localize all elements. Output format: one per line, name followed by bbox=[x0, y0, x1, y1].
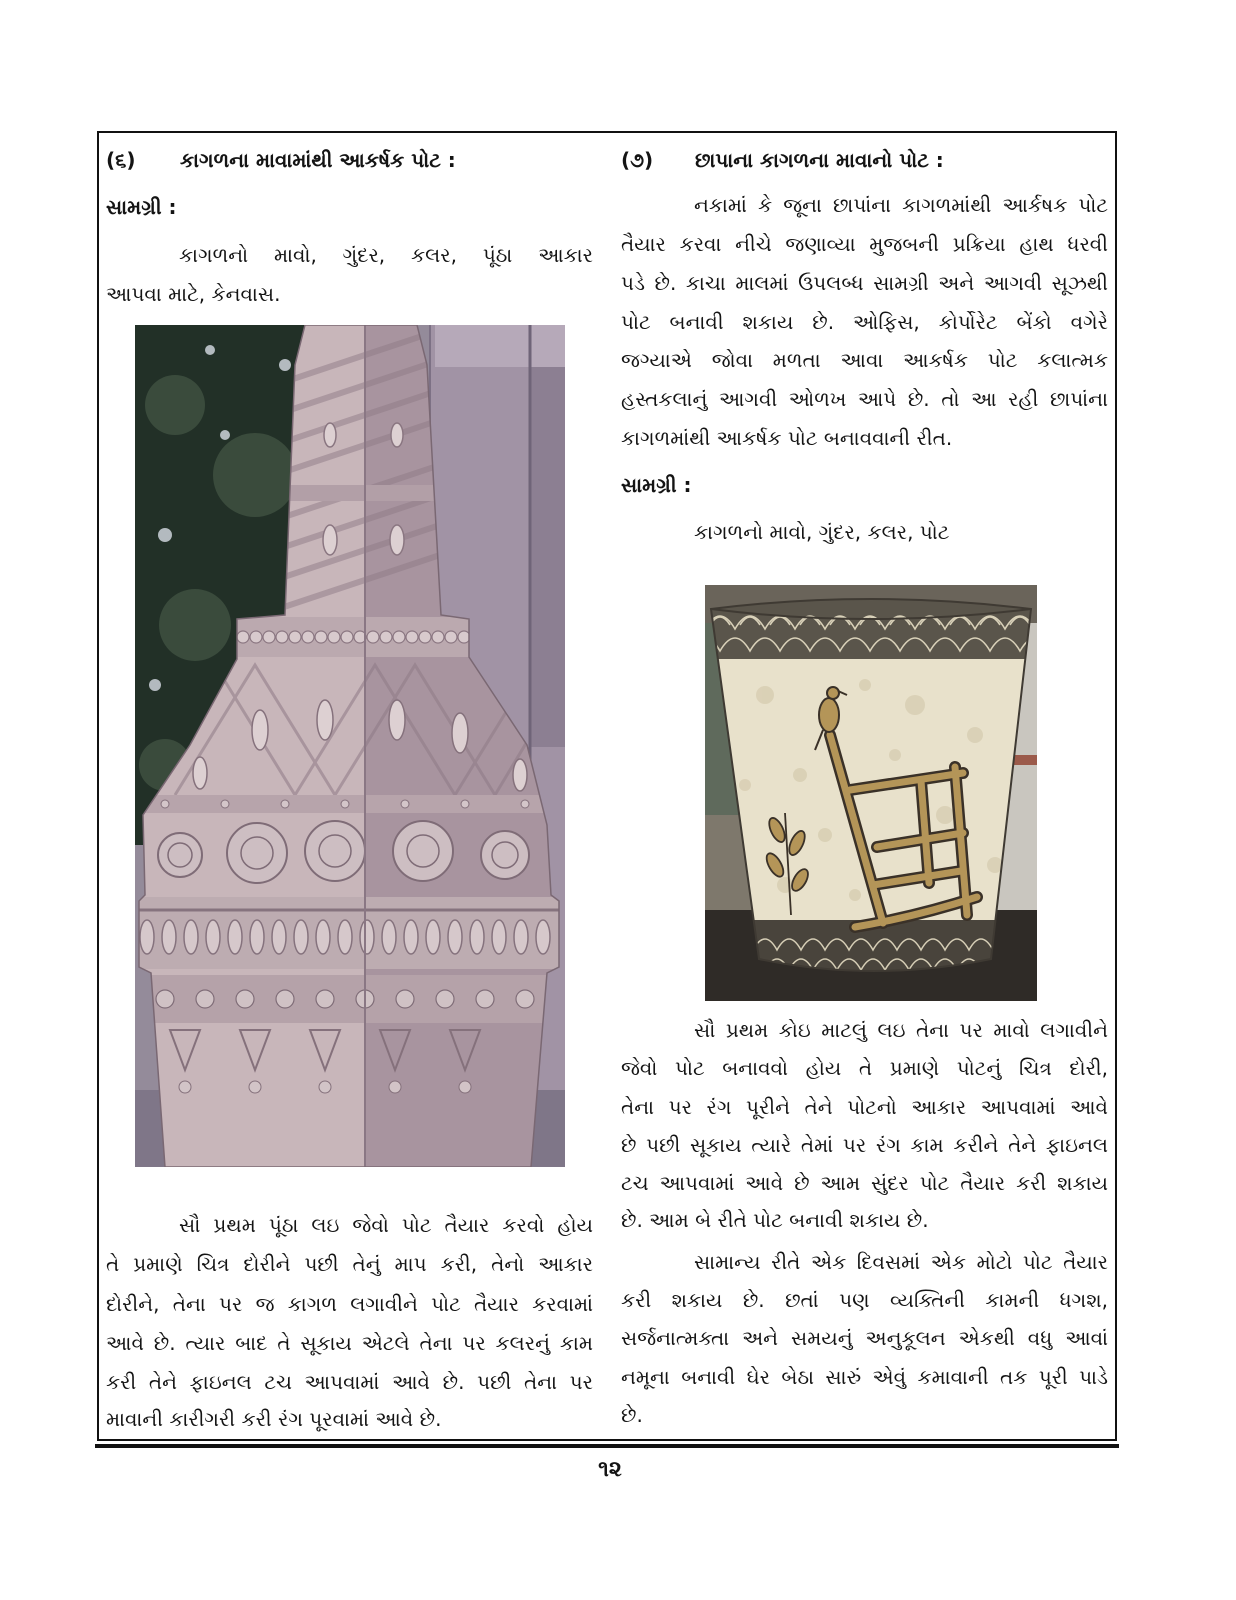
method-line: કરી તેને ફાઇનલ ટચ આપવામાં આવે છે. પછી તેના પર bbox=[106, 1370, 593, 1394]
method-line: ટચ આપવામાં આવે છે આમ સુંદર પોટ તૈયાર કરી શકાય bbox=[621, 1171, 1108, 1195]
method-line: તેના પર રંગ પૂરીને તેને પોટનો આકાર આપવામાં આવે bbox=[621, 1095, 1108, 1119]
note-line: છે. bbox=[621, 1403, 643, 1427]
note-line: સામાન્ય રીતે એક દિવસમાં એક મોટો પોટ તૈયાર bbox=[694, 1250, 1108, 1274]
vase-photo bbox=[135, 325, 565, 1167]
note-line: કરી શકાય છે. છતાં પણ વ્યક્તિની કામની ધગશ, bbox=[621, 1288, 1108, 1312]
intro-line: કાગળમાંથી આકર્ષક પોટ બનાવવાની રીત. bbox=[621, 426, 953, 450]
section-number: (૭) bbox=[621, 148, 654, 172]
method-line: સૌ પ્રથમ કોઇ માટલું લઇ તેના પર માવો લગાવીને bbox=[694, 1018, 1108, 1042]
method-line: દોરીને, તેના પર જ કાગળ લગાવીને પોટ તૈયાર કરવામાં bbox=[106, 1292, 593, 1316]
materials-label: સામગ્રી : bbox=[621, 473, 692, 497]
materials-line: કાગળનો માવો, ગુંદર, કલર, પૂંઠા આકાર bbox=[179, 243, 593, 267]
section-title: કાગળના માવામાંથી આકર્ષક પોટ : bbox=[180, 148, 456, 172]
materials-line: આપવા માટે, કેનવાસ. bbox=[106, 282, 281, 306]
section-number: (૬) bbox=[106, 148, 136, 172]
method-line: માવાની કારીગરી કરી રંગ પૂરવામાં આવે છે. bbox=[106, 1407, 442, 1431]
method-line: આવે છે. ત્યાર બાદ તે સૂકાય એટલે તેના પર કલરનું કામ bbox=[106, 1331, 593, 1355]
method-line: છે. આમ બે રીતે પોટ બનાવી શકાય છે. bbox=[621, 1208, 929, 1232]
intro-line: નકામાં કે જૂના છાપાંના કાગળમાંથી આર્કષક પોટ bbox=[694, 193, 1108, 217]
page-number: ૧૨ bbox=[598, 1457, 622, 1482]
materials-label: સામગ્રી : bbox=[106, 195, 177, 219]
pot-photo bbox=[705, 585, 1037, 1001]
note-line: સર્જનાત્મક્તા અને સમયનું અનુકૂલન એકથી વધુ આવાં bbox=[621, 1326, 1108, 1350]
materials-line: કાગળનો માવો, ગુંદર, કલર, પોટ bbox=[694, 520, 950, 544]
intro-line: પડે છે. કાચા માલમાં ઉપલબ્ધ સામગ્રી અને આગવી સૂઝથી bbox=[621, 271, 1108, 295]
section-title: છાપાના કાગળના માવાનો પોટ : bbox=[695, 148, 944, 172]
note-line: નમૂના બનાવી ઘેર બેઠા સારું એવું કમાવાની તક પૂરી પાડે bbox=[621, 1365, 1108, 1389]
method-line: જેવો પોટ બનાવવો હોય તે પ્રમાણે પોટનું ચિત્ર દોરી, bbox=[621, 1056, 1108, 1080]
method-line: તે પ્રમાણે ચિત્ર દોરીને પછી તેનું માપ કરી, તેનો આકાર bbox=[106, 1252, 593, 1276]
intro-line: હસ્તકલાનું આગવી ઓળખ આપે છે. તો આ રહી છાપાંના bbox=[621, 387, 1108, 411]
method-line: સૌ પ્રથમ પૂંઠા લઇ જેવો પોટ તૈયાર કરવો હોય bbox=[179, 1213, 593, 1237]
intro-line: જગ્યાએ જોવા મળતા આવા આકર્ષક પોટ કલાત્મક bbox=[621, 348, 1108, 372]
intro-line: તૈયાર કરવા નીચે જણાવ્યા મુજબની પ્રક્રિયા હાથ ધરવી bbox=[621, 232, 1108, 256]
intro-line: પોટ બનાવી શકાય છે. ઓફિસ, કોર્પોરેટ બેંકો વગેરે bbox=[621, 310, 1108, 334]
method-line: છે પછી સૂકાય ત્યારે તેમાં પર રંગ કામ કરીને તેને ફાઇનલ bbox=[621, 1133, 1108, 1157]
